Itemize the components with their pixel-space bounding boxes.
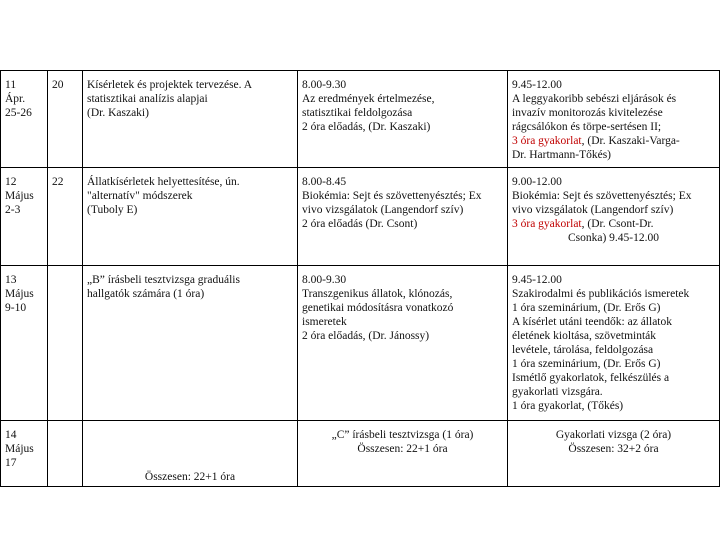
practice-line: 1 óra szeminárium, (Dr. Erős G)	[512, 302, 661, 314]
date-line: 14	[5, 429, 17, 441]
lecture-cell	[298, 421, 508, 487]
practice-line: gyakorlati vizsgára.	[512, 386, 603, 398]
topic-cell	[83, 421, 298, 487]
lecture-line: 2 óra előadás, (Dr. Kaszaki)	[302, 121, 431, 133]
table-row	[1, 421, 720, 487]
lecture-line: genetikai módosításra vonatkozó	[302, 302, 454, 314]
lecture-line: Biokémia: Sejt és szövettenyésztés; Ex	[302, 190, 482, 202]
total-hours-label: Összesen: 22+1 óra	[357, 443, 448, 455]
date-cell	[1, 168, 48, 266]
practice-line: Biokémia: Sejt és szövettenyésztés; Ex	[512, 190, 692, 202]
lecture-line: Az eredmények értelmezése,	[302, 93, 435, 105]
practice-line: életének kioltása, szövetminták	[512, 330, 657, 342]
practice-line: 1 óra szeminárium, (Dr. Erős G)	[512, 358, 661, 370]
date-line: Ápr.	[5, 93, 26, 105]
week-number: 22	[52, 176, 64, 188]
lecture-line: 2 óra előadás (Dr. Csont)	[302, 218, 418, 230]
lecture-line: 8.00-9.30	[302, 274, 347, 286]
practice-line: Ismétlő gyakorlatok, felkészülés a	[512, 372, 670, 384]
lecture-cell	[298, 71, 508, 168]
date-cell	[1, 71, 48, 168]
topic-cell	[83, 71, 298, 168]
total-hours-label: Összesen: 32+2 óra	[568, 443, 659, 455]
practice-line: Szakirodalmi és publikációs ismeretek	[512, 288, 690, 300]
lecture-line: statisztikai feldolgozása	[302, 107, 413, 119]
lecture-cell	[298, 266, 508, 421]
table-row	[1, 168, 720, 266]
practice-cell	[508, 421, 720, 487]
practice-line: A kísérlet utáni teendők: az állatok	[512, 316, 672, 328]
date-line: 12	[5, 176, 17, 188]
date-line: 25-26	[5, 107, 32, 119]
lecture-line: 8.00-8.45	[302, 176, 347, 188]
schedule-table	[0, 70, 720, 487]
date-line: 2-3	[5, 204, 21, 216]
topic-line: Állatkísérletek helyettesítése, ún.	[87, 176, 240, 188]
date-line: Május	[5, 288, 34, 300]
practice-line: 9.45-12.00	[512, 274, 562, 286]
date-line: Május	[5, 443, 34, 455]
practice-line: 9.45-12.00	[512, 79, 562, 91]
week-cell	[48, 71, 83, 168]
lecture-line: vivo vizsgálatok (Langendorf szív)	[302, 204, 464, 216]
practice-line: rágcsálókon és törpe-sertésen II;	[512, 121, 662, 133]
practice-hours-highlight: 3 óra gyakorlat	[512, 135, 582, 147]
week-cell	[48, 168, 83, 266]
topic-line: hallgatók számára (1 óra)	[87, 288, 205, 300]
practice-cell	[508, 168, 720, 266]
exam-line: „C” írásbeli tesztvizsga (1 óra)	[331, 429, 474, 441]
week-cell	[48, 421, 83, 487]
table-row	[1, 266, 720, 421]
week-number: 20	[52, 79, 64, 91]
topic-cell	[83, 168, 298, 266]
topic-line: "alternatív" módszerek	[87, 190, 193, 202]
lecture-line: Transzgenikus állatok, klónozás,	[302, 288, 453, 300]
date-cell	[1, 266, 48, 421]
practice-line: vivo vizsgálatok (Langendorf szív)	[512, 204, 674, 216]
practice-line	[512, 134, 715, 148]
week-cell	[48, 266, 83, 421]
topic-line: Kísérletek és projektek tervezése. A	[87, 79, 253, 91]
lecture-cell	[298, 168, 508, 266]
practice-line: 1 óra gyakorlat, (Tőkés)	[512, 400, 624, 412]
date-line: 9-10	[5, 302, 27, 314]
total-hours-label: Összesen: 22+1 óra	[144, 471, 236, 483]
practice-instructors: , (Dr. Csont-Dr.	[581, 218, 654, 230]
practice-line: levétele, tárolása, feldolgozása	[512, 344, 654, 356]
topic-line: statisztikai analízis alapjai	[87, 93, 208, 105]
date-line: 17	[5, 457, 17, 469]
practice-line: 9.00-12.00	[512, 176, 562, 188]
topic-cell	[83, 266, 298, 421]
practice-cell	[508, 266, 720, 421]
practice-instructors: , (Dr. Kaszaki-Varga-	[581, 135, 680, 147]
topic-line: (Tuboly E)	[87, 204, 138, 216]
lecture-line: 8.00-9.30	[302, 79, 347, 91]
date-line: 13	[5, 274, 17, 286]
topic-line: „B” írásbeli tesztvizsga graduális	[87, 274, 240, 286]
date-line: Május	[5, 190, 34, 202]
practice-line: Csonka) 9.45-12.00	[567, 232, 660, 244]
table-row	[1, 71, 720, 168]
date-line: 11	[5, 79, 17, 91]
practice-line: A leggyakoribb sebészi eljárások és	[512, 93, 677, 105]
practice-line: Dr. Hartmann-Tőkés)	[512, 149, 611, 161]
topic-line: (Dr. Kaszaki)	[87, 107, 149, 119]
practice-line	[512, 217, 715, 231]
practice-hours-highlight: 3 óra gyakorlat	[512, 218, 582, 230]
practice-cell	[508, 71, 720, 168]
lecture-line: ismeretek	[302, 316, 347, 328]
exam-line: Gyakorlati vizsga (2 óra)	[555, 429, 672, 441]
practice-line: invazív monitorozás kivitelezése	[512, 107, 663, 119]
lecture-line: 2 óra előadás, (Dr. Jánossy)	[302, 330, 430, 342]
date-cell	[1, 421, 48, 487]
